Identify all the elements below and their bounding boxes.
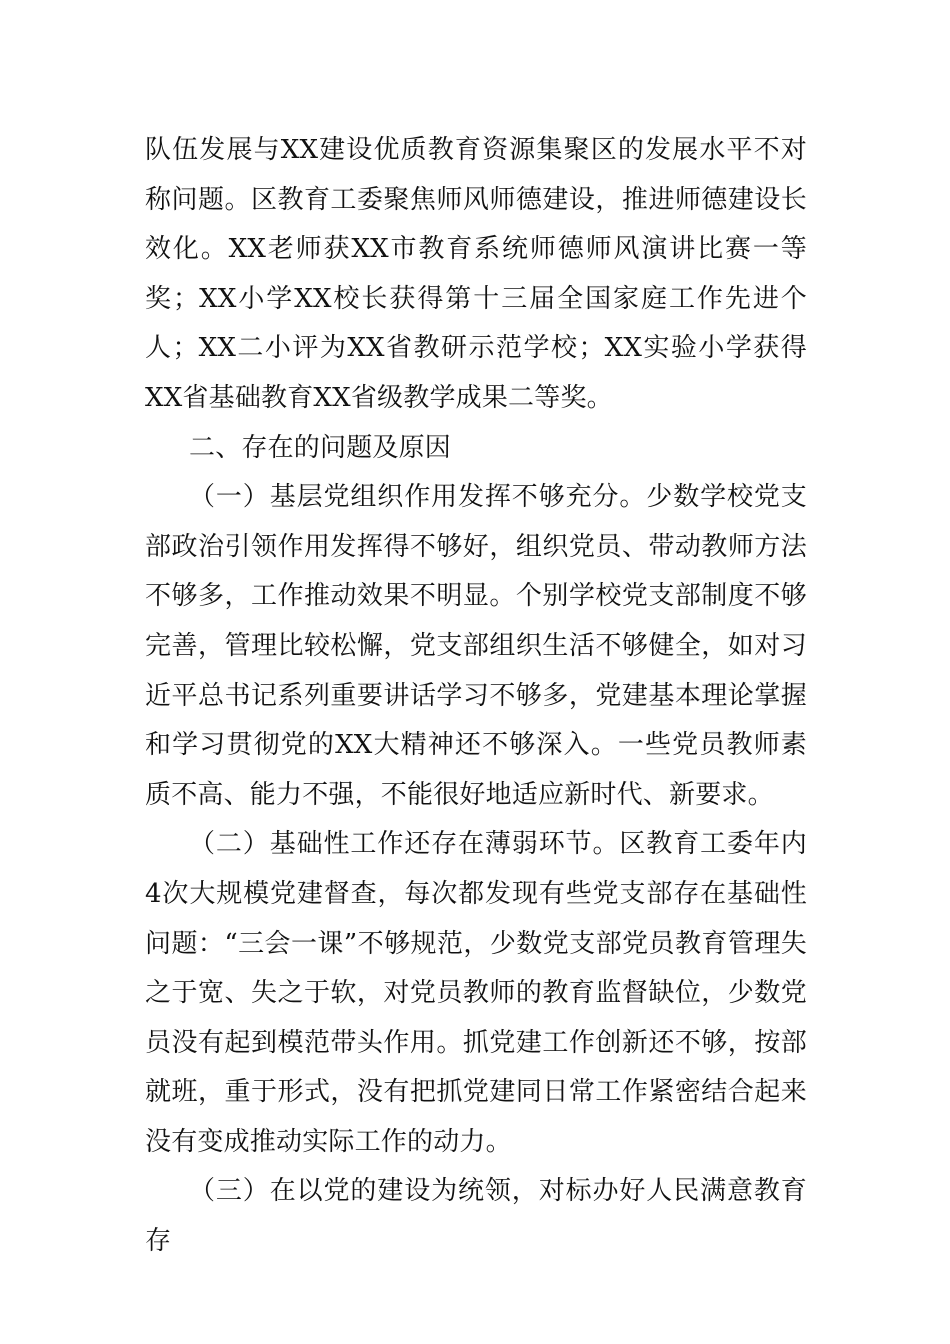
paragraph-issue-1: （一）基层党组织作用发挥不够充分。少数学校党支部政治引领作用发挥得不够好，组织党员、带动教师方法不够多，工作推动效果不明显。个别学校党支部制度不够完善，管理比较松懈，党支部组织生活不够健全，如对习近平总书记系列重要讲话学习不够多，党建基本理论掌握和学习贯彻党的XX大精神还不够深入。一些党员教师素质不高、能力不强，不能很好地适应新时代、新要求。	[145, 482, 807, 810]
document-body	[145, 126, 807, 1267]
section-heading: 二、存在的问题及原因	[189, 432, 452, 463]
paragraph-issue-3: （三）在以党的建设为统领，对标办好人民满意教育存	[145, 1176, 807, 1257]
paragraph-continuation: 队伍发展与XX建设优质教育资源集聚区的发展水平不对称问题。区教育工委聚焦师风师德建设，推进师德建设长效化。XX老师获XX市教育系统师德师风演讲比赛一等奖；XX小学XX校长获得第十三届全国家庭工作先进个人；XX二小评为XX省教研示范学校；XX实验小学获得XX省基础教育XX省级教学成果二等奖。	[145, 135, 807, 413]
paragraph-issue-2: （二）基础性工作还存在薄弱环节。区教育工委年内4次大规模党建督查，每次都发现有些党支部存在基础性问题：“三会一课”不够规范，少数党支部党员教育管理失之于宽、失之于软，对党员教师的教育监督缺位，少数党员没有起到模范带头作用。抓党建工作创新还不够，按部就班，重于形式，没有把抓党建同日常工作紧密结合起来没有变成推动实际工作的动力。	[145, 829, 807, 1157]
